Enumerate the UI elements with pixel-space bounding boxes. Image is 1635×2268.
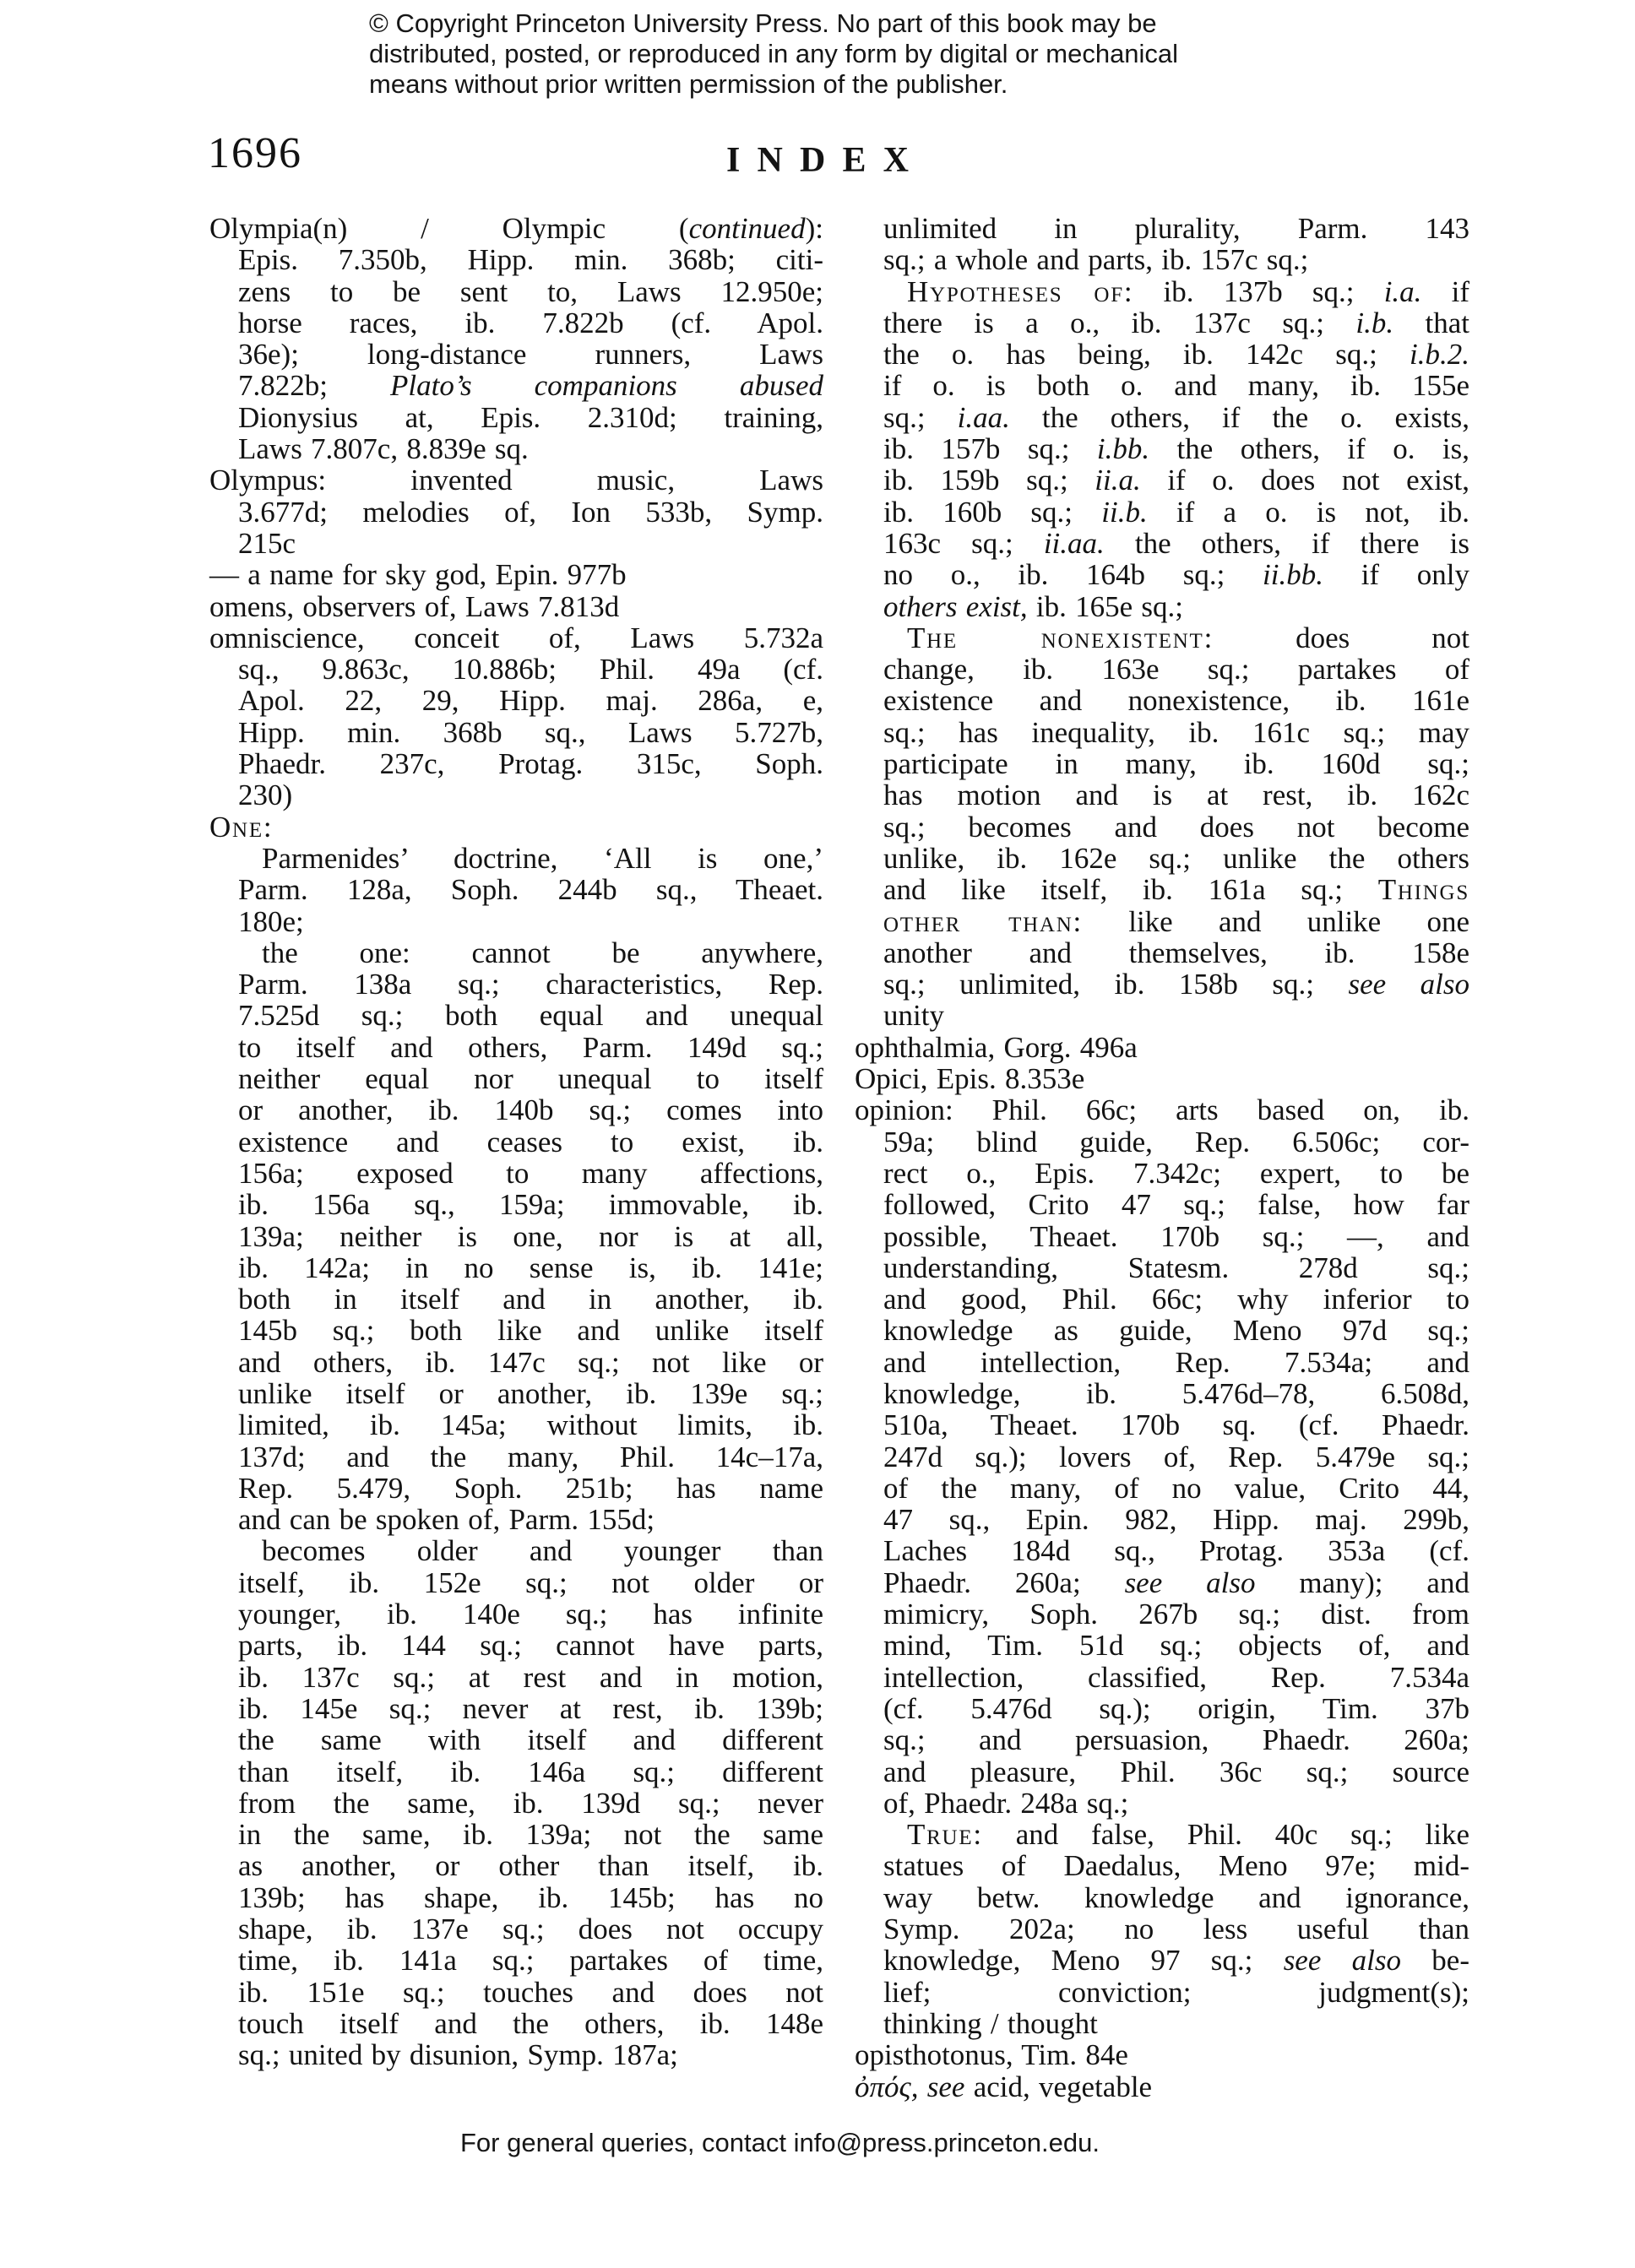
- index-line: [209, 402, 823, 433]
- index-line: [209, 1000, 823, 1031]
- index-line: [855, 1567, 1469, 1598]
- index-line: [209, 1535, 823, 1566]
- index-text-segment: Olympia(n) / Olympic (: [209, 212, 689, 245]
- index-text-segment: sq.; has inequality, ib. 161c sq.; may: [883, 715, 1469, 749]
- index-line: [209, 433, 823, 464]
- index-line: [209, 1504, 823, 1535]
- index-column-left: [209, 213, 823, 2071]
- index-text-segment: of, Phaedr. 248a sq.;: [883, 1786, 1129, 1820]
- index-text-segment: ii.aa.: [1043, 526, 1105, 560]
- index-text-segment: if only: [1323, 558, 1469, 592]
- index-line: [209, 1252, 823, 1283]
- index-line: [855, 1000, 1469, 1031]
- index-line: [209, 1221, 823, 1252]
- index-text-segment: knowledge as guide, Meno 97d sq.;: [883, 1314, 1469, 1348]
- index-line: [209, 1126, 823, 1158]
- index-text-segment: and good, Phil. 66c; why inferior to: [883, 1283, 1469, 1316]
- index-text-segment: the others, if there is: [1104, 526, 1469, 560]
- index-text-segment: unlike itself or another, ib. 139e sq.;: [238, 1376, 823, 1410]
- index-line: [855, 433, 1469, 464]
- index-text-segment: 47 sq., Epin. 982, Hipp. maj. 299b,: [883, 1503, 1469, 1537]
- index-text-segment: knowledge, Meno 97 sq.;: [883, 1944, 1284, 1978]
- index-line: [209, 1409, 823, 1441]
- index-text-segment: time, ib. 141a sq.; partakes of time,: [238, 1944, 823, 1978]
- copyright-line: distributed, posted, or reproduced in any form by digital or mechanical: [369, 39, 1179, 68]
- index-text-segment: 145b sq.; both like and unlike itself: [238, 1314, 823, 1348]
- index-text-segment: if: [1421, 274, 1469, 308]
- index-text-segment: sq.; and persuasion, Phaedr. 260a;: [883, 1723, 1469, 1757]
- index-line: [855, 779, 1469, 811]
- index-line: [855, 1252, 1469, 1283]
- index-text-segment: sq.; united by disunion, Symp. 187a;: [238, 2038, 678, 2072]
- index-text-segment: see also: [1124, 1565, 1256, 1599]
- index-line: [209, 1819, 823, 1850]
- index-line: [209, 1850, 823, 1881]
- index-line: [209, 591, 823, 622]
- index-text-segment: 36e); long-distance runners, Laws: [238, 338, 823, 372]
- index-text-segment: becomes older and younger than: [262, 1534, 823, 1568]
- index-line: [855, 1158, 1469, 1189]
- index-line: [855, 1315, 1469, 1346]
- index-text-segment: Symp. 202a; no less useful than: [883, 1913, 1469, 1946]
- index-text-segment: 137d; and the many, Phil. 14c–17a,: [238, 1440, 823, 1473]
- index-text-segment: horse races, ib. 7.822b (cf. Apol.: [238, 306, 823, 339]
- index-line: [209, 937, 823, 969]
- index-text-segment: others exist,: [883, 589, 1028, 623]
- index-text-segment: ):: [805, 212, 823, 245]
- index-text-segment: omniscience, conceit of, Laws 5.732a: [209, 621, 823, 654]
- index-line: [209, 1032, 823, 1063]
- index-text-segment: lief; conviction; judgment(s);: [883, 1975, 1469, 2009]
- index-text-segment: and others, ib. 147c sq.; not like or: [238, 1345, 823, 1379]
- index-line: [855, 244, 1469, 275]
- index-text-segment: of the many, of no value, Crito 44,: [883, 1471, 1469, 1505]
- index-text-segment: see also: [1348, 968, 1469, 1001]
- index-text-segment: possible, Theaet. 170b sq.; —, and: [883, 1219, 1469, 1253]
- index-text-segment: opisthotonus, Tim. 84e: [855, 2038, 1128, 2072]
- index-line: [855, 528, 1469, 559]
- index-text-segment: and false, Phil. 40c sq.; like: [982, 1818, 1469, 1852]
- index-text-segment: Opici, Epis. 8.353e: [855, 1062, 1085, 1096]
- index-line: [209, 276, 823, 307]
- index-line: [855, 654, 1469, 685]
- index-text-segment: continued: [688, 212, 806, 245]
- index-line: [855, 874, 1469, 905]
- index-line: [855, 1693, 1469, 1724]
- index-line: [855, 213, 1469, 244]
- index-line: [855, 717, 1469, 748]
- index-text-segment: ii.bb.: [1263, 558, 1323, 592]
- index-text-segment: ib. 142a; in no sense is, ib. 141e;: [238, 1251, 823, 1284]
- index-text-segment: from the same, ib. 139d sq.; never: [238, 1786, 823, 1820]
- index-line: [209, 1693, 823, 1724]
- index-text-segment: Laws 7.807c, 8.839e sq.: [238, 432, 529, 466]
- index-text-segment: 510a, Theaet. 170b sq. (cf. Phaedr.: [883, 1408, 1469, 1442]
- index-line: [855, 1347, 1469, 1378]
- index-text-segment: neither equal nor unequal to itself: [238, 1062, 823, 1096]
- index-line: [855, 1063, 1469, 1094]
- index-text-segment: sq.; a whole and parts, ib. 157c sq.;: [883, 243, 1309, 277]
- index-text-segment: ib. 151e sq.; touches and does not: [238, 1975, 823, 2009]
- index-line: [855, 1221, 1469, 1252]
- index-line: [855, 622, 1469, 654]
- index-text-segment: Epis. 7.350b, Hipp. min. 368b; citi-: [238, 243, 823, 277]
- index-line: [209, 2008, 823, 2039]
- index-text-segment: 247d sq.); lovers of, Rep. 5.479e sq.;: [883, 1440, 1469, 1473]
- index-text-segment: does not: [1214, 621, 1469, 654]
- index-text-segment: zens to be sent to, Laws 12.950e;: [238, 274, 823, 308]
- index-text-segment: Laches 184d sq., Protag. 353a (cf.: [883, 1534, 1469, 1568]
- index-line: [209, 1063, 823, 1094]
- index-text-segment: in the same, ib. 139a; not the same: [238, 1818, 823, 1852]
- index-text-segment: and pleasure, Phil. 36c sq.; source: [883, 1755, 1469, 1788]
- index-line: [209, 1441, 823, 1473]
- index-line: [855, 496, 1469, 528]
- index-line: [209, 213, 823, 244]
- index-text-segment: the one: cannot be anywhere,: [262, 936, 823, 969]
- index-line: [209, 1756, 823, 1788]
- index-text-segment: thinking / thought: [883, 2006, 1098, 2040]
- index-line: [209, 779, 823, 811]
- index-text-segment: unlike, ib. 162e sq.; unlike the others: [883, 841, 1469, 875]
- index-text-segment: omens, observers of, Laws 7.813d: [209, 589, 620, 623]
- index-line: [855, 1094, 1469, 1126]
- index-text-segment: sq.; becomes and does not become: [883, 810, 1469, 844]
- index-line: [209, 1724, 823, 1755]
- index-text-segment: or another, ib. 140b sq.; comes into: [238, 1093, 823, 1127]
- index-text-segment: parts, ib. 144 sq.; cannot have parts,: [238, 1629, 823, 1663]
- index-text-segment: [919, 2070, 927, 2103]
- index-line: [855, 685, 1469, 716]
- index-text-segment: ophthalmia, Gorg. 496a: [855, 1030, 1138, 1064]
- index-text-segment: Plato’s companions abused: [390, 369, 823, 403]
- index-line: [855, 1819, 1469, 1850]
- index-line: [855, 1945, 1469, 1976]
- index-text-segment: 59a; blind guide, Rep. 6.506c; cor-: [883, 1125, 1469, 1158]
- index-line: [209, 307, 823, 339]
- index-text-segment: has motion and is at rest, ib. 162c: [883, 779, 1469, 812]
- index-text-segment: like and unlike one: [1082, 904, 1469, 938]
- index-line: [855, 969, 1469, 1000]
- index-line: [209, 969, 823, 1000]
- index-text-segment: existence and ceases to exist, ib.: [238, 1125, 823, 1158]
- index-text-segment: unity: [883, 999, 944, 1033]
- index-line: [855, 2071, 1469, 2103]
- index-text-segment: 7.525d sq.; both equal and unequal: [238, 999, 823, 1033]
- index-line: [855, 843, 1469, 874]
- index-line: [855, 1189, 1469, 1220]
- index-text-segment: sq., 9.863c, 10.886b; Phil. 49a (cf.: [238, 653, 823, 686]
- index-text-segment: i.b.: [1355, 306, 1394, 339]
- index-text-segment: Apol. 22, 29, Hipp. maj. 286a, e,: [238, 684, 823, 718]
- index-line: [209, 1378, 823, 1409]
- index-text-segment: 139b; has shape, ib. 145b; has no: [238, 1880, 823, 1914]
- index-line: [855, 1535, 1469, 1566]
- footer-contact-text: For general queries, contact info@press.princeton.edu.: [460, 2128, 1100, 2157]
- index-text-segment: mimicry, Soph. 267b sq.; dist. from: [883, 1598, 1469, 1631]
- index-text-segment: 156a; exposed to many affections,: [238, 1156, 823, 1190]
- index-line: [855, 1504, 1469, 1535]
- index-text-segment: intellection, classified, Rep. 7.534a: [883, 1660, 1469, 1694]
- index-line: [855, 1662, 1469, 1693]
- index-line: [209, 1662, 823, 1693]
- index-text-segment: 139a; neither is one, nor is at all,: [238, 1219, 823, 1253]
- index-line: [209, 2039, 823, 2070]
- index-text-segment: as another, or other than itself, ib.: [238, 1849, 823, 1883]
- index-text-segment: limited, ib. 145a; without limits, ib.: [238, 1408, 823, 1442]
- index-text-segment: see: [926, 2070, 965, 2103]
- index-line: [855, 1441, 1469, 1473]
- index-line: [209, 685, 823, 716]
- index-text-segment: there is a o., ib. 137c sq.;: [883, 306, 1356, 339]
- index-text-segment: The nonexistent:: [907, 621, 1214, 654]
- index-text-segment: than itself, ib. 146a sq.; different: [238, 1755, 823, 1788]
- index-text-segment: Hipp. min. 368b sq., Laws 5.727b,: [238, 715, 823, 749]
- index-text-segment: other than:: [883, 904, 1083, 938]
- index-text-segment: One:: [209, 810, 274, 844]
- index-text-segment: 3.677d; melodies of, Ion 533b, Symp.: [238, 495, 823, 529]
- index-line: [209, 906, 823, 937]
- index-text-segment: the same with itself and different: [238, 1723, 823, 1757]
- index-line: [855, 1473, 1469, 1504]
- index-text-segment: acid, vegetable: [964, 2070, 1153, 2103]
- index-text-segment: to itself and others, Parm. 149d sq.;: [238, 1030, 823, 1064]
- index-text-segment: Parm. 138a sq.; characteristics, Rep.: [238, 968, 823, 1001]
- index-text-segment: both in itself and in another, ib.: [238, 1283, 823, 1316]
- index-line: [209, 874, 823, 905]
- index-text-segment: be-: [1401, 1944, 1469, 1978]
- index-text-segment: participate in many, ib. 160d sq.;: [883, 747, 1469, 781]
- index-line: [855, 811, 1469, 843]
- index-text-segment: i.aa.: [957, 400, 1010, 434]
- index-text-segment: if o. does not exist,: [1140, 464, 1469, 497]
- copyright-line: means without prior written permission of the publisher.: [369, 69, 1008, 99]
- index-text-segment: followed, Crito 47 sq.; false, how far: [883, 1188, 1469, 1222]
- index-text-segment: ib. 145e sq.; never at rest, ib. 139b;: [238, 1691, 823, 1725]
- index-text-segment: if a o. is not, ib.: [1147, 495, 1469, 529]
- index-line: [209, 1788, 823, 1819]
- index-text-segment: ii.a.: [1095, 464, 1141, 497]
- index-text-segment: Rep. 5.479, Soph. 251b; has name: [238, 1471, 823, 1505]
- index-text-segment: Hypotheses of:: [907, 274, 1134, 308]
- index-line: [855, 307, 1469, 339]
- index-line: [855, 339, 1469, 370]
- index-text-segment: Phaedr. 260a;: [883, 1565, 1125, 1599]
- index-line: [209, 748, 823, 779]
- index-text-segment: sq.;: [883, 400, 958, 434]
- page-number: 1696: [208, 129, 302, 177]
- index-text-segment: ib. 137b sq.;: [1133, 274, 1384, 308]
- index-text-segment: if o. is both o. and many, ib. 155e: [883, 369, 1469, 403]
- index-text-segment: 180e;: [238, 904, 304, 938]
- index-line: [209, 811, 823, 843]
- index-text-segment: another and themselves, ib. 158e: [883, 936, 1469, 969]
- index-text-segment: and intellection, Rep. 7.534a; and: [883, 1345, 1469, 1379]
- index-text-segment: knowledge, ib. 5.476d–78, 6.508d,: [883, 1376, 1469, 1410]
- index-line: [855, 1882, 1469, 1913]
- index-line: [855, 1977, 1469, 2008]
- index-text-segment: and like itself, ib. 161a sq.;: [883, 873, 1378, 907]
- index-text-segment: i.b.2.: [1410, 338, 1469, 372]
- index-line: [855, 748, 1469, 779]
- index-text-segment: 7.822b;: [238, 369, 391, 403]
- index-line: [855, 937, 1469, 969]
- index-text-segment: rect o., Epis. 7.342c; expert, to be: [883, 1156, 1469, 1190]
- index-line: [855, 276, 1469, 307]
- index-text-segment: understanding, Statesm. 278d sq.;: [883, 1251, 1469, 1284]
- index-line: [209, 244, 823, 275]
- index-line: [855, 1756, 1469, 1788]
- index-text-segment: no o., ib. 164b sq.;: [883, 558, 1263, 592]
- index-line: [209, 654, 823, 685]
- index-line: [855, 1913, 1469, 1945]
- index-text-segment: mind, Tim. 51d sq.; objects of, and: [883, 1629, 1469, 1663]
- index-line: [209, 339, 823, 370]
- index-line: [209, 1977, 823, 2008]
- index-text-segment: younger, ib. 140e sq.; has infinite: [238, 1598, 823, 1631]
- index-text-segment: the others, if o. is,: [1149, 432, 1469, 466]
- index-line: [209, 717, 823, 748]
- index-line: [209, 1158, 823, 1189]
- index-text-segment: Things: [1377, 873, 1469, 907]
- index-text-segment: Parm. 128a, Soph. 244b sq., Theaet.: [238, 873, 823, 907]
- index-line: [209, 1567, 823, 1598]
- index-text-segment: that: [1393, 306, 1469, 339]
- index-text-segment: way betw. knowledge and ignorance,: [883, 1880, 1469, 1914]
- index-column-right: [855, 213, 1469, 2103]
- index-line: [209, 370, 823, 401]
- index-text-segment: sq.; unlimited, ib. 158b sq.;: [883, 968, 1349, 1001]
- index-text-segment: ib. 157b sq.;: [883, 432, 1097, 466]
- copyright-notice: [369, 8, 1178, 100]
- index-line: [209, 528, 823, 559]
- index-text-segment: ὀπός,: [855, 2070, 919, 2103]
- index-text-segment: itself, ib. 152e sq.; not older or: [238, 1565, 823, 1599]
- index-line: [855, 1126, 1469, 1158]
- index-text-segment: unlimited in plurality, Parm. 143: [883, 212, 1469, 245]
- index-text-segment: (cf. 5.476d sq.); origin, Tim. 37b: [883, 1691, 1469, 1725]
- index-line: [209, 1315, 823, 1346]
- index-line: [209, 1473, 823, 1504]
- index-text-segment: shape, ib. 137e sq.; does not occupy: [238, 1913, 823, 1946]
- index-line: [209, 1094, 823, 1126]
- index-line: [855, 370, 1469, 401]
- index-line: [209, 1189, 823, 1220]
- index-text-segment: 163c sq.;: [883, 526, 1044, 560]
- page-title: INDEX: [726, 141, 926, 180]
- index-line: [209, 1347, 823, 1378]
- index-line: [209, 1913, 823, 1945]
- index-line: [209, 464, 823, 496]
- index-text-segment: Parmenides’ doctrine, ‘All is one,’: [262, 841, 823, 875]
- copyright-line: © Copyright Princeton University Press. No part of this book may be: [369, 8, 1157, 38]
- index-text-segment: True:: [907, 1818, 983, 1852]
- index-text-segment: Phaedr. 237c, Protag. 315c, Soph.: [238, 747, 823, 781]
- index-text-segment: change, ib. 163e sq.; partakes of: [883, 653, 1469, 686]
- index-text-segment: ii.b.: [1101, 495, 1148, 529]
- index-text-segment: statues of Daedalus, Meno 97e; mid-: [883, 1849, 1469, 1883]
- index-line: [209, 1630, 823, 1661]
- index-text-segment: the others, if the o. exists,: [1009, 400, 1469, 434]
- index-text-segment: existence and nonexistence, ib. 161e: [883, 684, 1469, 718]
- index-text-segment: see also: [1283, 1944, 1402, 1978]
- index-text-segment: and can be spoken of, Parm. 155d;: [238, 1503, 655, 1537]
- index-line: [855, 1409, 1469, 1441]
- index-line: [209, 559, 823, 590]
- index-text-segment: Olympus: invented music, Laws: [209, 464, 823, 497]
- index-line: [209, 1945, 823, 1976]
- index-line: [855, 559, 1469, 590]
- index-text-segment: ib. 137c sq.; at rest and in motion,: [238, 1660, 823, 1694]
- index-text-segment: ib. 160b sq.;: [883, 495, 1102, 529]
- index-line: [855, 1283, 1469, 1315]
- index-text-segment: ib. 165e sq.;: [1027, 589, 1183, 623]
- index-text-segment: — a name for sky god, Epin. 977b: [209, 558, 627, 592]
- index-text-segment: ib. 156a sq., 159a; immovable, ib.: [238, 1188, 823, 1222]
- index-line: [209, 622, 823, 654]
- index-text-segment: many); and: [1255, 1565, 1469, 1599]
- index-text-segment: i.bb.: [1096, 432, 1150, 466]
- index-line: [855, 906, 1469, 937]
- index-text-segment: 215c: [238, 526, 296, 560]
- index-text-segment: 230): [238, 779, 293, 812]
- index-text-segment: ib. 159b sq.;: [883, 464, 1095, 497]
- index-line: [855, 402, 1469, 433]
- index-text-segment: i.a.: [1383, 274, 1422, 308]
- index-text-segment: the o. has being, ib. 142c sq.;: [883, 338, 1410, 372]
- index-line: [855, 1788, 1469, 1819]
- index-line: [855, 2039, 1469, 2070]
- index-line: [209, 1598, 823, 1630]
- index-text-segment: touch itself and the others, ib. 148e: [238, 2006, 823, 2040]
- index-line: [855, 1032, 1469, 1063]
- index-line: [855, 1378, 1469, 1409]
- index-text-segment: opinion: Phil. 66c; arts based on, ib.: [855, 1093, 1469, 1127]
- index-line: [855, 1598, 1469, 1630]
- index-line: [209, 1882, 823, 1913]
- index-line: [855, 1630, 1469, 1661]
- index-line: [209, 1283, 823, 1315]
- index-text-segment: Dionysius at, Epis. 2.310d; training,: [238, 400, 823, 434]
- index-line: [855, 1724, 1469, 1755]
- index-line: [209, 843, 823, 874]
- index-line: [855, 2008, 1469, 2039]
- index-line: [855, 464, 1469, 496]
- index-line: [855, 1850, 1469, 1881]
- index-line: [855, 591, 1469, 622]
- index-line: [209, 496, 823, 528]
